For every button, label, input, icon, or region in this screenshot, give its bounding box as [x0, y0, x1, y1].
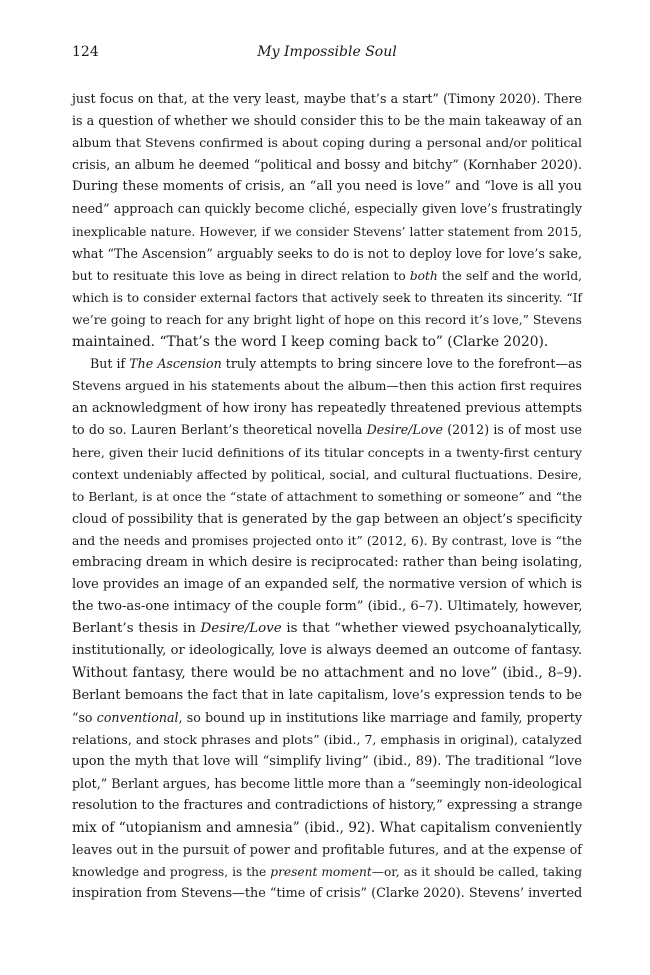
text-line: [72, 464, 582, 486]
text-run: institutionally, or ideologically, love is always deemed an outcome of fantasy.: [72, 643, 582, 659]
text-line: [72, 198, 582, 220]
text-line: [72, 375, 582, 397]
text-line: [72, 154, 582, 176]
text-run: upon the myth that love will “simplify living” (ibid., 89). The traditional “love: [72, 753, 582, 769]
text-line: [72, 685, 582, 707]
text-line: [72, 265, 582, 287]
page-number: 124: [72, 44, 99, 60]
text-run: “so: [72, 709, 97, 725]
text-run: inexplicable nature. However, if we consider Stevens’ latter statement from 2015,: [72, 224, 582, 239]
text-run: just focus on that, at the very least, maybe that’s a start” (Timony 2020). There: [72, 91, 582, 106]
text-run: mix of “utopianism and amnesia” (ibid., 92). What capitalism conveniently: [72, 820, 582, 837]
italic-text: both: [409, 268, 438, 283]
text-run: plot,” Berlant argues, has become little more than a “seemingly non-ideological: [72, 775, 582, 791]
text-run: inspiration from Stevens—the “time of crisis” (Clarke 2020). Stevens’ inverted: [72, 886, 583, 902]
text-line: [72, 442, 582, 464]
text-run: what “The Ascension” arguably seeks to do is not to deploy love for love’s sake,: [72, 245, 582, 261]
text-run: Without fantasy, there would be no attachment and no love” (ibid., 8–9).: [72, 665, 582, 682]
text-run: album that Stevens confirmed is about coping during a personal and/or political: [72, 135, 582, 151]
text-run: Berlant’s thesis in: [72, 621, 201, 637]
running-header: [72, 44, 582, 66]
text-run: maintained. “That’s the word I keep coming back to” (Clarke 2020).: [72, 334, 549, 351]
text-run: and the needs and promises projected onto it” (2012, 6). By contrast, love is “the: [72, 533, 582, 548]
text-run: truly attempts to bring sincere love to the forefront—as: [221, 356, 582, 372]
text-line: [72, 795, 582, 817]
text-run: embracing dream in which desire is reciprocated: rather than being isolating,: [72, 554, 583, 570]
text-run: is a question of whether we should consider this to be the main takeaway of an: [72, 113, 582, 129]
text-line: [72, 883, 582, 905]
text-line: [72, 287, 582, 309]
text-line: [72, 707, 582, 729]
text-run: context undeniably affected by political, social, and cultural fluctuations. Desire,: [72, 466, 582, 482]
text-line: [72, 243, 582, 265]
text-run: —or, as it should be called, taking: [371, 865, 583, 880]
text-run: to Berlant, is at once the “state of attachment to something or someone” and “the: [72, 489, 582, 504]
text-line: [72, 88, 582, 110]
text-run: , so bound up in institutions like marriage and family, property: [178, 709, 582, 725]
text-run: resolution to the fractures and contradictions of history,” expressing a strange: [72, 798, 583, 813]
text-run: but to resituate this love as being in direct relation to: [72, 268, 410, 283]
text-line: [72, 574, 582, 596]
text-line: [72, 221, 582, 243]
text-line: [72, 530, 582, 552]
text-line: [72, 419, 582, 441]
text-run: During these moments of crisis, an “all you need is love” and “love is all you: [72, 179, 582, 195]
running-title: My Impossible Soul: [257, 44, 397, 60]
text-line: [72, 640, 582, 662]
text-run: the self and the world,: [437, 268, 582, 283]
italic-text: conventional: [96, 709, 179, 725]
text-run: relations, and stock phrases and plots” (ibid., 7, emphasis in original), catalyzed: [72, 731, 582, 747]
text-line: [72, 110, 582, 132]
text-run: need” approach can quickly become cliché, especially given love’s frustratingly: [72, 201, 582, 217]
text-run: here, given their lucid definitions of its titular concepts in a twenty-first century: [72, 444, 582, 460]
text-line: [72, 508, 582, 530]
text-line: [72, 132, 582, 154]
body-text: [72, 88, 582, 905]
text-run: But if: [90, 356, 130, 372]
text-line: [72, 331, 582, 353]
text-line: [72, 839, 582, 861]
text-run: to do so. Lauren Berlant’s theoretical novella: [72, 422, 367, 438]
text-run: is that “whether viewed psychoanalytically,: [281, 621, 582, 637]
text-line: [72, 751, 582, 773]
text-line: [72, 729, 582, 751]
text-run: cloud of possibility that is generated by the gap between an object’s specificity: [72, 510, 582, 526]
text-run: crisis, an album he deemed “political and bossy and bitchy” (Kornhaber 2020).: [72, 157, 582, 173]
text-run: love provides an image of an expanded self, the normative version of which is: [72, 577, 582, 593]
text-line: [72, 552, 582, 574]
text-line: [72, 397, 582, 419]
text-line: [72, 662, 582, 684]
text-run: Stevens argued in his statements about the album—then this action first requires: [72, 379, 582, 394]
text-line: [72, 861, 582, 883]
text-run: leaves out in the pursuit of power and profitable futures, and at the expense of: [72, 842, 582, 858]
text-line: [72, 486, 582, 508]
text-line: [72, 176, 582, 198]
text-run: an acknowledgment of how irony has repeatedly threatened previous attempts: [72, 400, 582, 416]
text-run: Berlant bemoans the fact that in late capitalism, love’s expression tends to be: [72, 687, 582, 703]
text-line: [72, 353, 582, 375]
italic-text: Desire/Love: [200, 621, 282, 637]
text-line: [72, 309, 582, 331]
text-line: [72, 596, 582, 618]
text-run: (2012) is of most use: [442, 422, 582, 438]
italic-text: The Ascension: [129, 356, 222, 372]
text-line: [72, 773, 582, 795]
italic-text: Desire/Love: [366, 422, 443, 438]
text-run: which is to consider external factors that actively seek to threaten its sincerity. “If: [72, 290, 582, 305]
text-run: knowledge and progress, is the: [72, 865, 271, 880]
text-run: the two-as-one intimacy of the couple form” (ibid., 6–7). Ultimately, however,: [72, 599, 583, 615]
text-run: we’re going to reach for any bright light of hope on this record it’s love,” Stevens: [72, 312, 582, 327]
text-line: [72, 817, 582, 839]
italic-text: present moment: [270, 865, 372, 880]
text-line: [72, 618, 582, 640]
